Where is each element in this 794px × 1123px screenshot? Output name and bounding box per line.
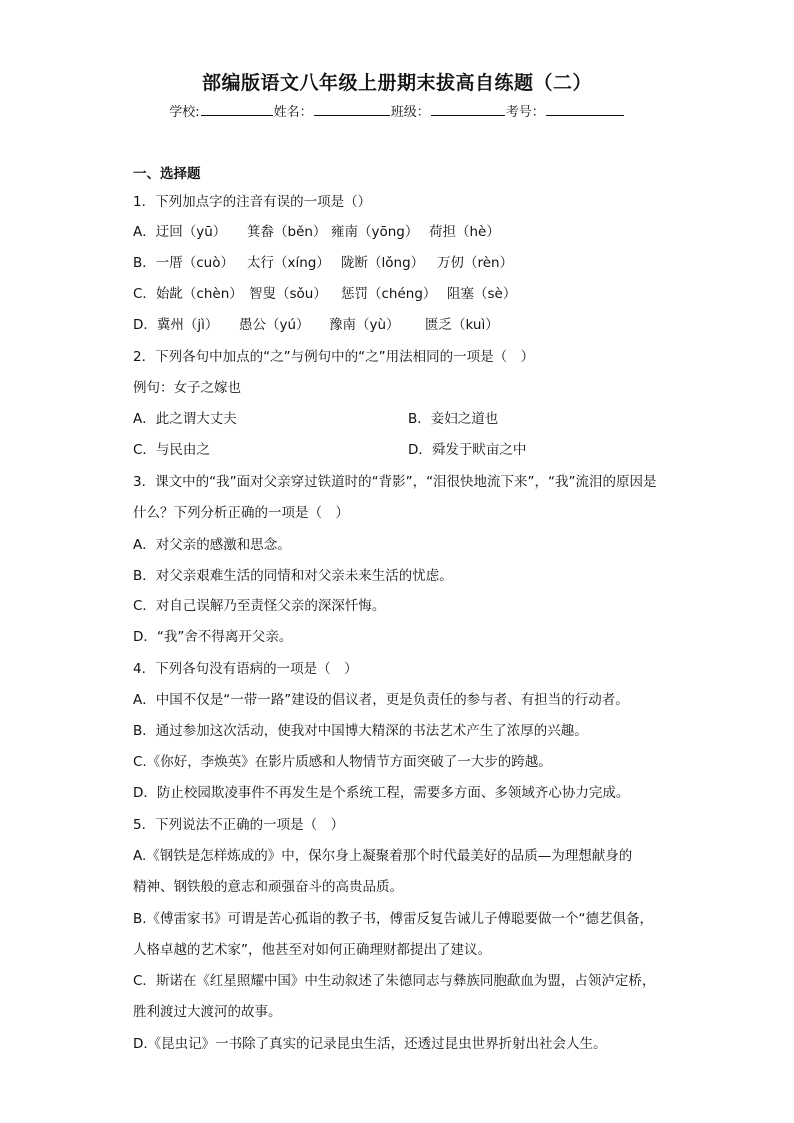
q3-option-c[interactable]: C．对自己误解乃至责怪父亲的深深忏悔。 <box>133 598 386 614</box>
q5-option-b-line-1[interactable]: B.《傅雷家书》可谓是苦心孤诣的教子书，傅雷反复告诫儿子傅聪要做一个“德艺俱备， <box>133 911 654 927</box>
q4-option-c[interactable]: C.《你好，李焕英》在影片质感和人物情节方面突破了一大步的跨越。 <box>133 754 552 770</box>
q2-example: 例句：女子之嫁也 <box>133 380 241 396</box>
q2-option-c[interactable]: C．与民由之 <box>133 442 210 458</box>
q1-b-3: 陇断（lǒng） <box>341 255 425 271</box>
q1-option-b[interactable] <box>133 253 513 273</box>
q3-option-d[interactable]: D．“我”舍不得离开父亲。 <box>133 629 293 645</box>
q3-stem-line-1: 3．课文中的“我”面对父亲穿过铁道时的“背影”，“泪很快地流下来”，“我”流泪的原因是 <box>133 474 657 490</box>
q4-option-d[interactable]: D．防止校园欺凌事件不再发生是个系统工程，需要多方面、多领域齐心协力完成。 <box>133 785 630 801</box>
class-blank[interactable] <box>431 101 505 116</box>
q3-option-a[interactable]: A．对父亲的感激和思念。 <box>133 537 291 553</box>
q1-c-4: 阻塞（sè） <box>447 286 517 302</box>
q1-d-3: 豫南（yù） <box>329 317 400 333</box>
q1-a-4: 荷担（hè） <box>429 224 500 240</box>
q5-option-d[interactable]: D.《昆虫记》一书除了真实的记录昆虫生活，还透过昆虫世界折射出社会人生。 <box>133 1036 607 1052</box>
exam-no-blank[interactable] <box>546 101 624 116</box>
q1-d-4: 匮乏（kuì） <box>425 317 499 333</box>
exam-no-label: 考号： <box>505 105 545 120</box>
q5-option-c-line-2[interactable]: 胜利渡过大渡河的故事。 <box>133 1004 282 1020</box>
name-blank[interactable] <box>314 101 390 116</box>
q4-option-b[interactable]: B．通过参加这次活动，使我对中国博大精深的书法艺术产生了浓厚的兴趣。 <box>133 723 588 739</box>
q1-a-1: A．迂回（yū） <box>133 224 227 240</box>
q3-stem-line-2: 什么？下列分析正确的一项是（ ） <box>133 505 349 521</box>
q5-option-c-line-1[interactable]: C．斯诺在《红星照耀中国》中生动叙述了朱德同志与彝族同胞歃血为盟，占领泸定桥， <box>133 973 656 989</box>
school-blank[interactable] <box>201 101 273 116</box>
q1-b-1: B．一厝（cuò） <box>133 255 234 271</box>
q1-c-1: C．始龀（chèn） <box>133 286 243 302</box>
q4-stem: 4．下列各句没有语病的一项是（ ） <box>133 661 358 677</box>
q1-option-a[interactable] <box>133 222 500 242</box>
section-heading: 一、选择题 <box>133 166 201 182</box>
q1-a-3: 雍南（yōng） <box>331 224 419 240</box>
q1-a-2: 箕畚（běn） <box>247 224 327 240</box>
q2-option-a[interactable]: A．此之谓大丈夫 <box>133 411 237 427</box>
class-label: 班级： <box>390 105 430 120</box>
q2-options-row-2 <box>133 440 733 460</box>
q5-option-a-line-2[interactable]: 精神、钢铁般的意志和顽强奋斗的高贵品质。 <box>133 879 403 895</box>
q5-option-a-line-1[interactable]: A.《钢铁是怎样炼成的》中，保尔身上凝聚着那个时代最美好的品质—为理想献身的 <box>133 848 633 864</box>
student-info-row <box>0 101 794 120</box>
q1-c-2: 智叟（sǒu） <box>249 286 327 302</box>
q1-b-2: 太行（xíng） <box>247 255 330 271</box>
q1-d-2: 愚公（yú） <box>239 317 310 333</box>
q1-b-4: 万仞（rèn） <box>437 255 514 271</box>
q4-option-a[interactable]: A．中国不仅是“一带一路”建设的倡议者，更是负责任的参与者、有担当的行动者。 <box>133 692 629 708</box>
q1-option-d[interactable] <box>133 315 499 335</box>
q2-option-d[interactable]: D．舜发于畎亩之中 <box>408 442 527 458</box>
name-label: 姓名： <box>273 105 313 120</box>
q3-option-b[interactable]: B．对父亲艰难生活的同情和对父亲未来生活的忧虑。 <box>133 568 453 584</box>
q2-stem: 2．下列各句中加点的“之”与例句中的“之”用法相同的一项是（ ） <box>133 349 535 365</box>
q1-option-c[interactable] <box>133 284 516 304</box>
school-label: 学校: <box>169 105 200 120</box>
q5-stem: 5．下列说法不正确的一项是（ ） <box>133 817 345 833</box>
q1-stem: 1．下列加点字的注音有误的一项是（） <box>133 194 372 210</box>
q2-option-b[interactable]: B．妾妇之道也 <box>408 411 499 427</box>
exam-title: 部编版语文八年级上册期末拔高自练题（二） <box>201 72 592 94</box>
q1-c-3: 惩罚（chéng） <box>341 286 437 302</box>
q2-options-row-1 <box>133 409 733 429</box>
q5-option-b-line-2[interactable]: 人格卓越的艺术家”，他甚至对如何正确理财都提出了建议。 <box>133 942 491 958</box>
q1-d-1: D．冀州（jì） <box>133 317 219 333</box>
